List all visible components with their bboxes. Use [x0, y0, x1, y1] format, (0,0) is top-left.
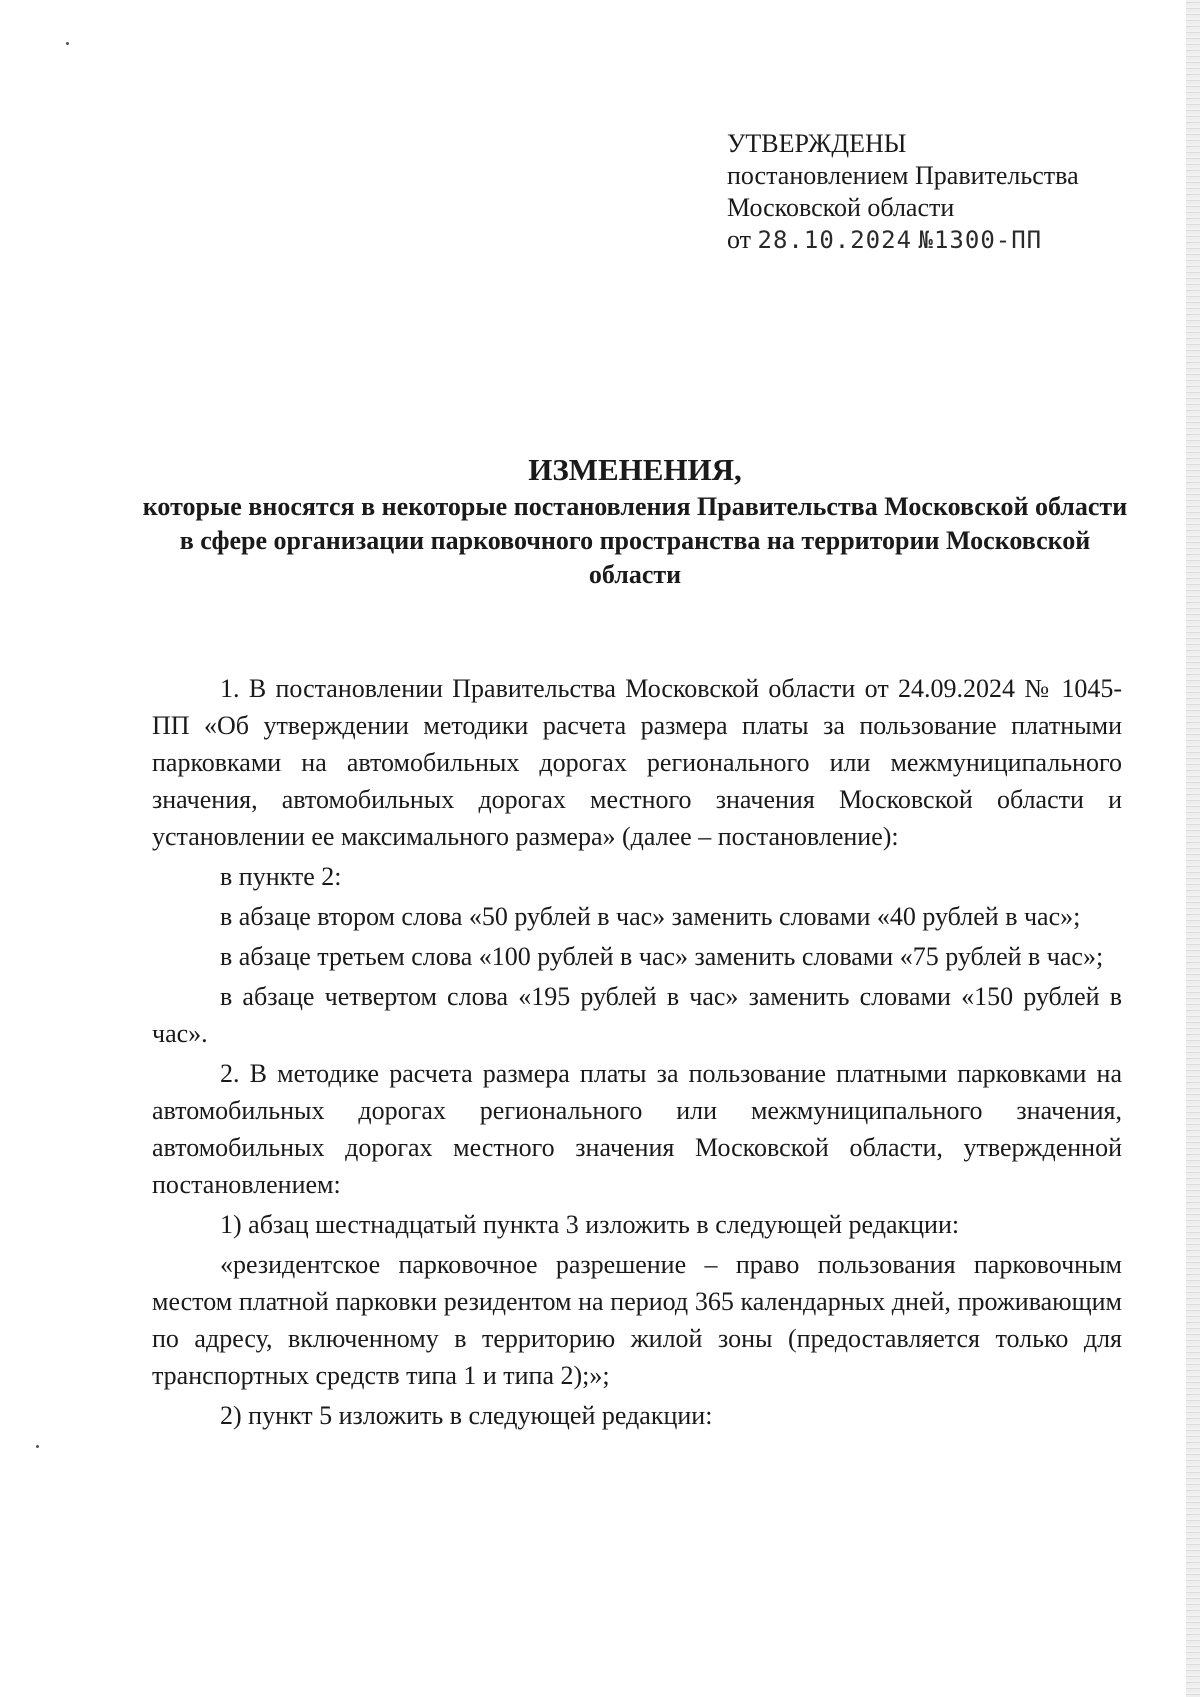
document-subtitle: которые вносятся в некоторые постановления Правительства Московской области в сфере организации парковочного пространства на территории Московской области	[142, 492, 1128, 589]
date-prefix: от	[727, 225, 752, 254]
approval-line-1: постановлением Правительства	[727, 161, 1079, 190]
paragraph: 1) абзац шестнадцатый пункта 3 изложить в следующей редакции:	[220, 1210, 960, 1239]
paragraph: в пункте 2:	[220, 862, 342, 891]
document-title-block	[140, 450, 1130, 592]
approval-number: 1300-ПП	[933, 226, 1043, 254]
approval-date: 28.10.2024	[757, 226, 913, 254]
paragraph: в абзаце четвертом слова «195 рублей в час» заменить словами «150 рублей в час».	[152, 982, 1122, 1048]
document-body	[152, 670, 1122, 1437]
paragraph: 2) пункт 5 изложить в следующей редакции:	[220, 1401, 713, 1430]
scan-speck	[66, 42, 69, 45]
scan-speck	[36, 1445, 39, 1448]
approval-stamp	[727, 128, 1079, 256]
paragraph: «резидентское парковочное разрешение – право пользования парковочным местом платной парковки резидентом на период 365 календарных дней, проживающим по адресу, включенному в территорию жилой зоны (предоставляется только для транспортных средств типа 1 и типа 2);»;	[152, 1250, 1122, 1390]
scan-edge	[1186, 0, 1200, 1697]
approval-line-2: Московской области	[727, 193, 955, 222]
document-title: ИЗМЕНЕНИЯ,	[528, 452, 742, 487]
paragraph: в абзаце втором слова «50 рублей в час» заменить словами «40 рублей в час»;	[220, 902, 1081, 931]
paragraph: 1. В постановлении Правительства Московской области от 24.09.2024 № 1045-ПП «Об утверждении методики расчета размера платы за пользование платными парковками на автомобильных дорогах регионального или межмуниципального значения, автомобильных дорогах местного значения Московской области и установлении ее максимального размера» (далее – постановление):	[152, 674, 1122, 851]
approval-heading: УТВЕРЖДЕНЫ	[727, 129, 907, 158]
number-sign: №	[918, 226, 934, 254]
paragraph: 2. В методике расчета размера платы за пользование платными парковками на автомобильных дорогах регионального или межмуниципального значения, автомобильных дорогах местного значения Московской области, утвержденной постановлением:	[152, 1059, 1122, 1199]
approval-dateline	[727, 224, 1079, 256]
paragraph: в абзаце третьем слова «100 рублей в час» заменить словами «75 рублей в час»;	[220, 942, 1104, 971]
